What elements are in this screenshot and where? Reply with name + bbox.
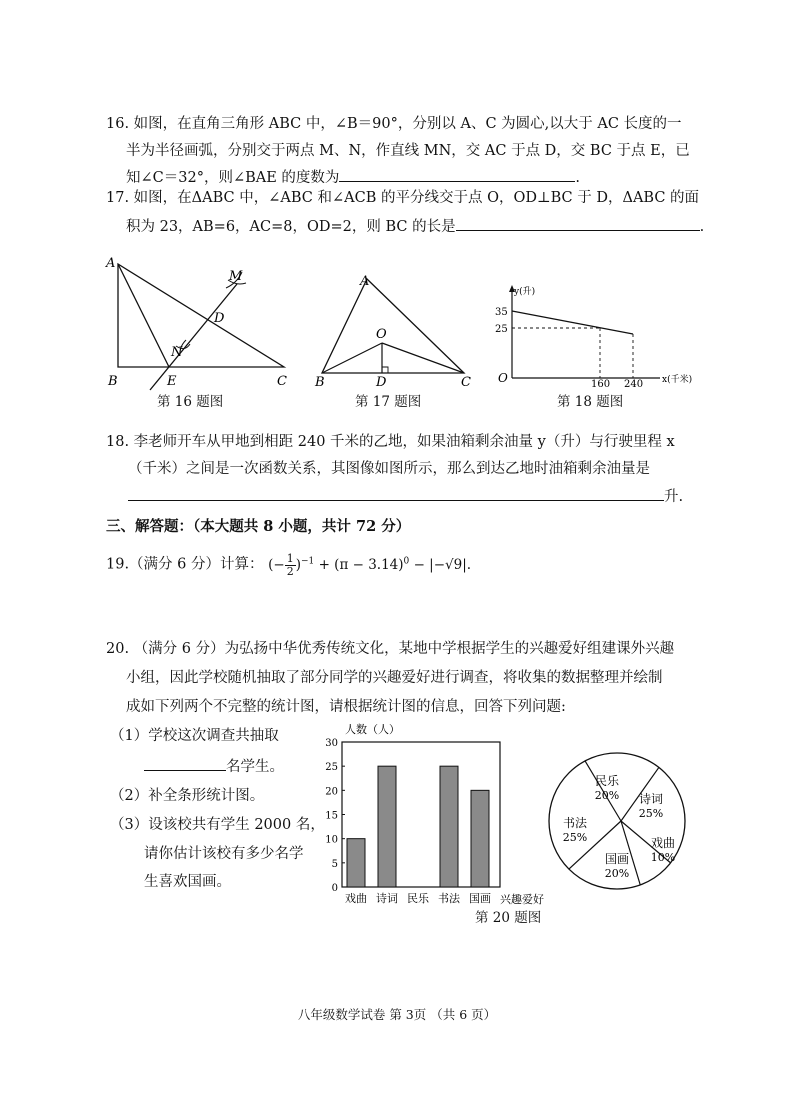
bar-chart-ylabel: 人数（人） [345,723,400,736]
q20-line2: 小组，因此学校随机抽取了部分同学的兴趣爱好进行调查，将收集的数据整理并绘制 [126,670,663,686]
q17-line2 [126,216,704,237]
pie-value-国画: 20% [604,867,630,880]
q20-sub1a: （1）学校这次调查共抽取 [110,728,279,744]
q20-answer-blank[interactable] [144,756,226,771]
q20-sub3a: （3）设该校共有学生 2000 名， [110,817,325,833]
bar-ytick-20: 20 [325,786,338,798]
xtick-240: 240 [624,379,644,390]
q19-frac-den: 2 [286,564,294,578]
ytick-35: 35 [495,307,508,318]
q18-line1: 18. 李老师开车从甲地到相距 240 千米的乙地，如果油箱剩余油量 y（升）与行驶里程 x [106,434,675,450]
q18-answer-blank[interactable] [128,486,664,501]
q20-sub2: （2）补全条形统计图。 [110,788,265,804]
q16-line3-end: . [575,170,581,186]
label-c-17: C [461,375,471,390]
q17-line2-end: . [699,219,705,235]
q19-frac-num: 1 [286,551,294,565]
pie-label-戏曲: 戏曲 [650,836,676,850]
bar-category-诗词: 诗词 [376,892,398,905]
bar-国画 [471,790,489,887]
caption-20: 第 20 题图 [475,910,542,926]
label-b-17: B [315,375,325,390]
q16-line2: 半为半径画弧，分别交于两点 M、N，作直线 MN，交 AC 于点 D，交 BC 于点 E，已 [126,143,690,159]
q19-tail: − |−√9|. [409,556,472,573]
bisector-co [382,343,464,373]
bar-category-戏曲: 戏曲 [345,892,367,905]
pie-value-书法: 25% [562,831,588,844]
section-3-header: 三、解答题：（本大题共 8 小题，共计 72 分） [106,518,411,535]
line-mn [150,284,237,390]
q17-answer-blank[interactable] [456,216,700,231]
pie-chart [545,745,695,895]
figure-18 [490,280,700,390]
q20-sub1b: 名学生。 [226,759,284,775]
label-n: N [171,345,183,360]
bar-戏曲 [347,839,365,887]
figure-16 [100,250,300,395]
q17-line1: 17. 如图，在ΔABC 中，∠ABC 和∠ACB 的平分线交于点 O，OD⊥BC 于 D，ΔABC 的面 [106,190,700,206]
q19-expression [268,551,472,578]
bar-ytick-5: 5 [331,858,338,870]
label-d-17: D [376,375,387,390]
q16-line3-text: 知∠C＝32°，则∠BAE 的度数为 [126,170,340,186]
pie-label-诗词: 诗词 [638,792,664,806]
bar-诗词 [378,766,396,887]
fuel-line [512,311,633,334]
label-a: A [106,256,116,271]
label-b: B [108,374,118,389]
q20-sub3b: 请你估计该校有多少名学 [144,846,304,862]
q16-line1: 16. 如图，在直角三角形 ABC 中，∠B＝90°，分别以 A、C 为圆心,以大于 AC 长度的一 [106,116,682,132]
bar-chart-xlabel: 兴趣爱好 [500,893,544,906]
label-a-17: A [360,274,370,289]
q20-sub3c: 生喜欢国画。 [144,874,231,890]
q20-sub1b-row [144,756,284,777]
q16-answer-blank[interactable] [339,167,575,182]
q18-line3-end: 升. [664,489,684,505]
pie-value-诗词: 25% [638,807,664,820]
q19-fraction [285,553,296,578]
x-axis-label: x(千米) [662,375,693,385]
bar-category-书法: 书法 [438,892,460,905]
ytick-25: 25 [495,324,508,335]
q18-line3 [128,486,683,507]
label-e: E [167,374,177,389]
q19-close-paren: ) [295,556,301,573]
bar-category-民乐: 民乐 [407,892,429,905]
caption-17: 第 17 题图 [355,394,422,410]
origin-label: O [498,371,508,385]
bar-ytick-0: 0 [331,883,338,894]
pie-label-民乐: 民乐 [594,774,620,788]
pie-value-戏曲: 10% [650,851,676,864]
pie-value-民乐: 20% [594,789,620,802]
y-axis-label: y(升) [514,287,536,297]
bar-ytick-25: 25 [325,762,338,774]
bar-ytick-10: 10 [325,834,338,846]
triangle-abc-17 [322,279,464,373]
q19-pi-term: + (π − 3.14) [314,556,404,573]
label-o-17: O [376,327,387,342]
label-c: C [277,374,287,389]
bar-category-国画: 国画 [469,892,491,905]
q19-exponent-1: −1 [301,556,315,566]
bar-ytick-30: 30 [325,738,338,749]
pie-label-书法: 书法 [562,816,588,830]
q17-line2-text: 积为 23，AB=6，AC=8，OD=2，则 BC 的长是 [126,219,456,235]
q20-line1: 20. （满分 6 分）为弘扬中华优秀传统文化，某地中学根据学生的兴趣爱好组建课外兴趣 [106,641,675,657]
q19-label: 19.（满分 6 分）计算： [106,556,264,573]
figure-17 [310,265,480,390]
q19 [106,546,471,576]
q19-exponent-0: 0 [403,556,410,566]
q18-line2: （千米）之间是一次函数关系，其图像如图所示，那么到达乙地时油箱剩余油量是 [128,461,650,477]
caption-16: 第 16 题图 [157,394,224,410]
page-footer: 八年级数学试卷 第 3页 （共 6 页） [297,1007,497,1022]
bisector-bo [322,343,382,373]
q19-open-paren: (− [268,556,285,573]
label-m: M [229,269,243,284]
xtick-160: 160 [591,379,611,390]
q20-line3: 成如下列两个不完整的统计图，请根据统计图的信息，回答下列问题: [126,699,566,715]
right-angle-mark [382,367,388,373]
q16-line3 [126,167,580,188]
bar-ytick-15: 15 [325,810,338,822]
label-d: D [214,311,225,326]
caption-18: 第 18 题图 [557,394,624,410]
pie-label-国画: 国画 [604,852,630,866]
bar-书法 [440,766,458,887]
